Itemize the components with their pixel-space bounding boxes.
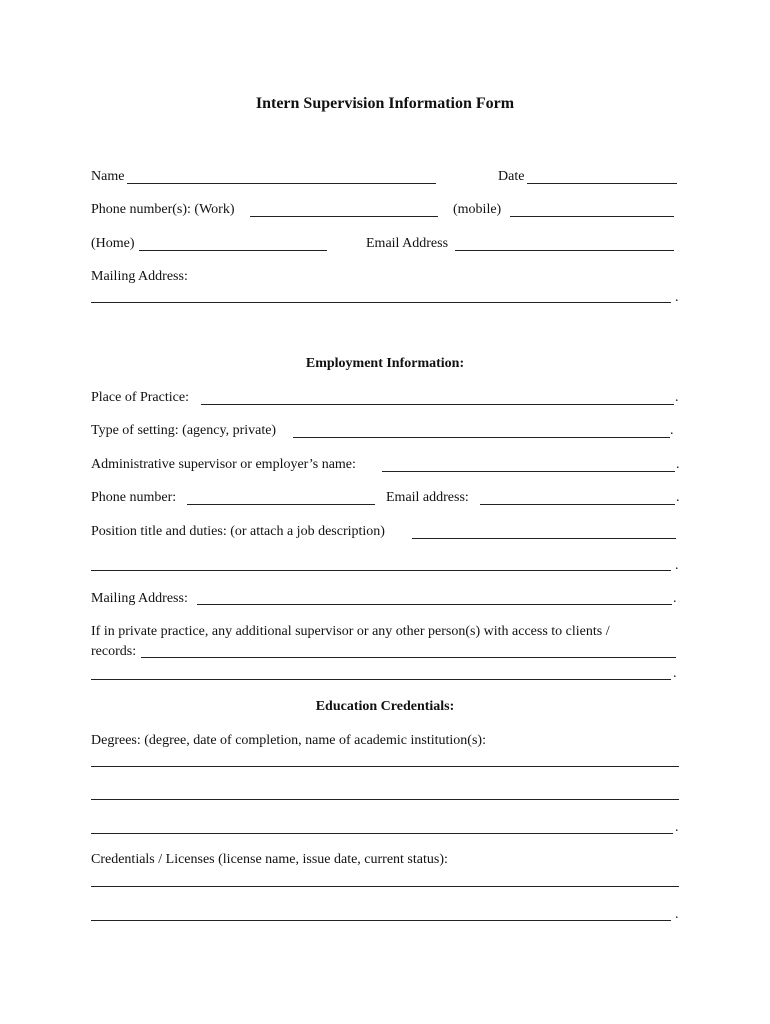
mobile-label: (mobile) <box>453 202 502 217</box>
name-field[interactable] <box>127 183 436 184</box>
position-duties-label: Position title and duties: (or attach a job description) <box>91 524 385 539</box>
period-mark: . <box>676 457 680 472</box>
email-label: Email Address <box>366 236 449 251</box>
degrees-label: Degrees: (degree, date of completion, name of academic institution(s): <box>91 733 486 748</box>
credentials-field-line2[interactable] <box>91 920 671 921</box>
credentials-label: Credentials / Licenses (license name, issue date, current status): <box>91 852 448 867</box>
form-title: Intern Supervision Information Form <box>255 95 515 112</box>
phone-work-field[interactable] <box>250 216 438 217</box>
employer-mailing-field[interactable] <box>197 604 672 605</box>
mobile-field[interactable] <box>510 216 674 217</box>
employer-email-field[interactable] <box>480 504 675 505</box>
period-mark: . <box>675 558 679 573</box>
mailing-address-label: Mailing Address: <box>91 269 188 284</box>
type-of-setting-label: Type of setting: (agency, private) <box>91 423 277 438</box>
mailing-address-field[interactable] <box>91 302 671 303</box>
period-mark: . <box>675 907 679 922</box>
position-duties-field-line2[interactable] <box>91 570 671 571</box>
place-of-practice-label: Place of Practice: <box>91 390 189 405</box>
period-mark: . <box>673 591 677 606</box>
employment-heading: Employment Information: <box>305 356 465 371</box>
home-label: (Home) <box>91 236 135 251</box>
period-mark: . <box>676 490 680 505</box>
period-mark: . <box>670 423 674 438</box>
period-mark: . <box>675 820 679 835</box>
supervisor-name-field[interactable] <box>382 471 675 472</box>
degrees-field-line1[interactable] <box>91 766 679 767</box>
employer-phone-label: Phone number: <box>91 490 177 505</box>
date-label: Date <box>498 169 525 184</box>
period-mark: . <box>675 390 679 405</box>
employer-mailing-label: Mailing Address: <box>91 591 188 606</box>
degrees-field-line2[interactable] <box>91 799 679 800</box>
education-heading: Education Credentials: <box>315 699 455 714</box>
employer-phone-field[interactable] <box>187 504 375 505</box>
period-mark: . <box>675 290 679 305</box>
email-field[interactable] <box>455 250 674 251</box>
type-of-setting-field[interactable] <box>293 437 670 438</box>
position-duties-field[interactable] <box>412 538 676 539</box>
supervisor-name-label: Administrative supervisor or employer’s name: <box>91 457 356 472</box>
place-of-practice-field[interactable] <box>201 404 674 405</box>
degrees-field-line3[interactable] <box>91 833 673 834</box>
name-label: Name <box>91 169 125 184</box>
records-field-line2[interactable] <box>91 679 671 680</box>
records-label: records: <box>91 644 137 659</box>
credentials-field-line1[interactable] <box>91 886 679 887</box>
date-field[interactable] <box>527 183 677 184</box>
period-mark: . <box>673 666 677 681</box>
phone-work-label: Phone number(s): (Work) <box>91 202 235 217</box>
home-phone-field[interactable] <box>139 250 327 251</box>
private-practice-label: If in private practice, any additional supervisor or any other person(s) with access to clients / <box>91 624 610 639</box>
records-field[interactable] <box>141 657 676 658</box>
employer-email-label: Email address: <box>386 490 469 505</box>
